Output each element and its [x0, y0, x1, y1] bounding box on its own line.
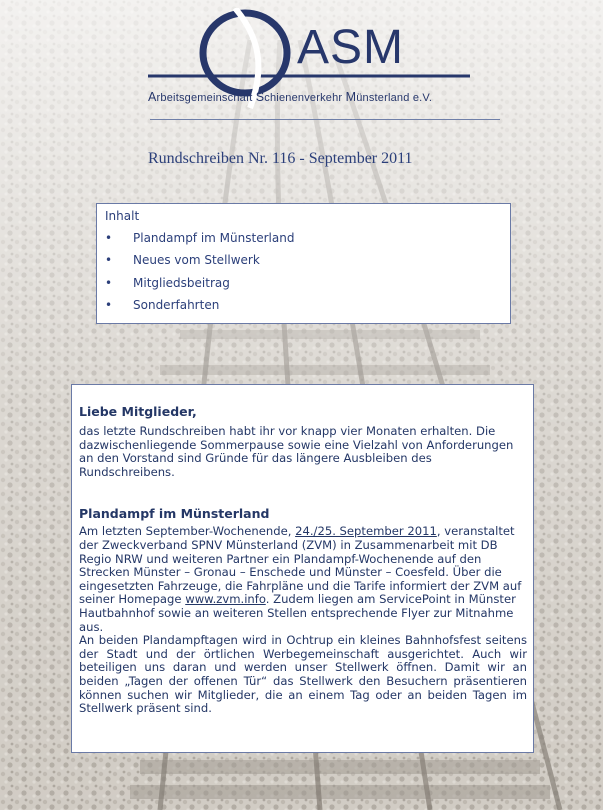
section-heading-plandampf: Plandampf im Münsterland	[79, 506, 270, 522]
logo-subtitle: Arbeitsgemeinschaft Schienenverkehr Münsterland e.V.	[148, 90, 433, 104]
greeting-text: das letzte Rundschreiben habt ihr vor knapp vier Monaten erhalten. Die dazwischenliegende Sommerpause sowie eine Vielzahl von Anforderungen an den Vorstand sind Gründe für das längere Ausbleiben des Rundschreibens.	[79, 424, 514, 479]
event-date: 24./25. September 2011	[295, 524, 437, 539]
bullet-icon: •	[105, 253, 113, 268]
plandampf-paragraph-2: An beiden Plandampftagen wird in Ochtrup ein kleines Bahnhofsfest seitens der Stadt und der örtlichen Werbegemeinschaft ausgerichtet. Auch wir beteiligen uns daran und werden unser Stellwerk öffnen. Damit wir an beiden „Tagen der offenen Tür“ das Stellwerk den Besuchern präsentieren können suchen wir Mitglieder, die an einem Tag oder an beiden Tagen im Stellwerk präsent sind.	[79, 633, 527, 716]
plandampf-paragraph-1: Am letzten September-Wochenende, 24./25. September 2011, veranstaltet der Zweckverband SPNV Münsterland (ZVM) in Zusammenarbeit mit DB Regio NRW und weiteren Partner ein Plandampf-Wochenende auf den Strecken Münster – Gronau – Enschede und Münster – Coesfeld. Über die eingesetzten Fahrzeuge, die Fahrpläne und die Tarife informiert der ZVM auf seiner Homepage www.zvm.info. Zudem liegen am ServicePoint in Münster Hautbahnhof sowie an weiteren Stellen entsprechende Flyer zur Mitnahme aus.	[79, 524, 522, 634]
toc-item[interactable]: • Mitgliedsbeitrag	[105, 276, 294, 298]
bullet-icon: •	[105, 275, 113, 290]
header-divider	[150, 119, 500, 120]
content-box	[71, 384, 534, 753]
toc-item[interactable]: • Sonderfahrten	[105, 298, 294, 320]
toc-item[interactable]: • Plandampf im Münsterland	[105, 231, 294, 253]
greeting-heading: Liebe Mitglieder,	[79, 404, 197, 419]
toc-title: Inhalt	[105, 209, 140, 223]
logo-brand: ASM	[297, 21, 405, 74]
zvm-link[interactable]: www.zvm.info	[185, 592, 266, 607]
table-of-contents	[96, 203, 511, 324]
bullet-icon: •	[105, 231, 113, 245]
toc-item[interactable]: • Neues vom Stellwerk	[105, 253, 294, 275]
page-title: Rundschreiben Nr. 116 - September 2011	[148, 150, 413, 167]
bullet-icon: •	[105, 297, 113, 312]
